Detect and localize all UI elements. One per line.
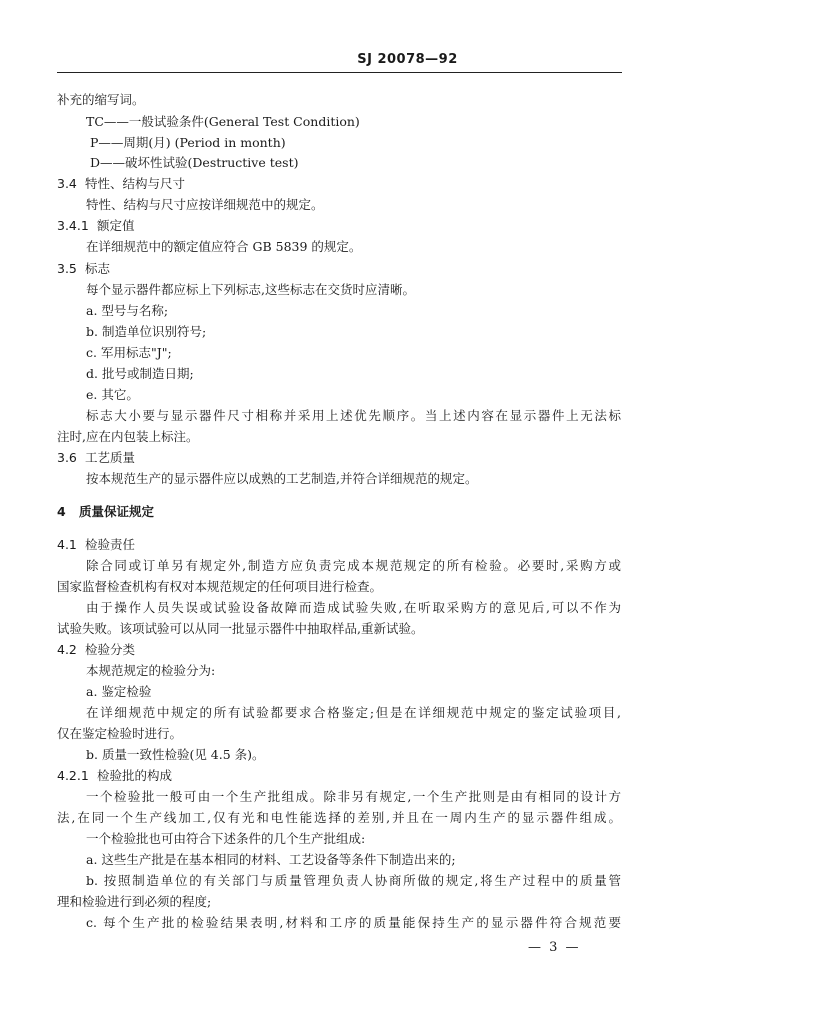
header-rule <box>57 72 622 73</box>
section-heading: 4.2.1 检验批的构成 <box>57 768 173 783</box>
text-line: 理和检验进行到必须的程度; <box>57 894 212 909</box>
text-line: TC——一般试验条件(General Test Condition) <box>86 114 360 129</box>
text-line: 在详细规范中规定的所有试验都要求合格鉴定;但是在详细规范中规定的鉴定试验项目, <box>86 705 621 720</box>
list-item: b. 质量一致性检验(见 4.5 条)。 <box>86 747 265 762</box>
text-line: 每个显示器件都应标上下列标志,这些标志在交货时应清晰。 <box>86 282 415 297</box>
list-item: a. 鉴定检验 <box>86 684 152 699</box>
text-line: 法,在同一个生产线加工,仅有光和电性能选择的差别,并且在一周内生产的显示器件组成。 <box>57 810 621 825</box>
text-line: 特性、结构与尺寸应按详细规范中的规定。 <box>86 197 324 212</box>
text-line: 标志大小要与显示器件尺寸相称并采用上述优先顺序。当上述内容在显示器件上无法标 <box>86 408 621 423</box>
text-line: 试验失败。该项试验可以从同一批显示器件中抽取样品,重新试验。 <box>57 621 424 636</box>
list-item: a. 型号与名称; <box>86 303 169 318</box>
list-item: b. 制造单位识别符号; <box>86 324 207 339</box>
section-heading: 3.4.1 额定值 <box>57 218 135 233</box>
text-line: D——破坏性试验(Destructive test) <box>90 155 299 170</box>
list-item: b. 按照制造单位的有关部门与质量管理负责人协商所做的规定,将生产过程中的质量管 <box>86 873 621 888</box>
text-line: 一个检验批一般可由一个生产批组成。除非另有规定,一个生产批则是由有相同的设计方 <box>86 789 621 804</box>
text-line: 本规范规定的检验分为: <box>86 663 216 678</box>
section-heading: 3.4 特性、结构与尺寸 <box>57 176 186 191</box>
page-number: — 3 — <box>528 940 581 955</box>
section-heading: 3.6 工艺质量 <box>57 450 136 465</box>
list-item: e. 其它。 <box>86 387 139 402</box>
text-line: 注时,应在内包装上标注。 <box>57 429 199 444</box>
text-line: P——周期(月) (Period in month) <box>90 135 286 150</box>
list-item: a. 这些生产批是在基本相同的材料、工艺设备等条件下制造出来的; <box>86 852 456 867</box>
list-item: d. 批号或制造日期; <box>86 366 194 381</box>
list-item: c. 每个生产批的检验结果表明,材料和工序的质量能保持生产的显示器件符合规范要 <box>86 915 621 930</box>
text-line: 仅在鉴定检验时进行。 <box>57 726 183 741</box>
list-item: c. 军用标志"J"; <box>86 345 172 360</box>
text-line: 国家监督检查机构有权对本规范规定的任何项目进行检查。 <box>57 579 383 594</box>
text-line: 补充的缩写词。 <box>57 92 145 107</box>
text-line: 除合同或订单另有规定外,制造方应负责完成本规范规定的所有检验。必要时,采购方或 <box>86 558 621 573</box>
section-heading: 4.1 检验责任 <box>57 537 136 552</box>
chapter-heading: 4 质量保证规定 <box>57 504 155 519</box>
text-line: 一个检验批也可由符合下述条件的几个生产批组成: <box>86 831 366 846</box>
document-id: SJ 20078—92 <box>357 52 458 67</box>
text-line: 在详细规范中的额定值应符合 GB 5839 的规定。 <box>86 239 362 254</box>
text-line: 按本规范生产的显示器件应以成熟的工艺制造,并符合详细规范的规定。 <box>86 471 478 486</box>
section-heading: 3.5 标志 <box>57 261 111 276</box>
text-line: 由于操作人员失误或试验设备故障而造成试验失败,在听取采购方的意见后,可以不作为 <box>86 600 621 615</box>
section-heading: 4.2 检验分类 <box>57 642 136 657</box>
